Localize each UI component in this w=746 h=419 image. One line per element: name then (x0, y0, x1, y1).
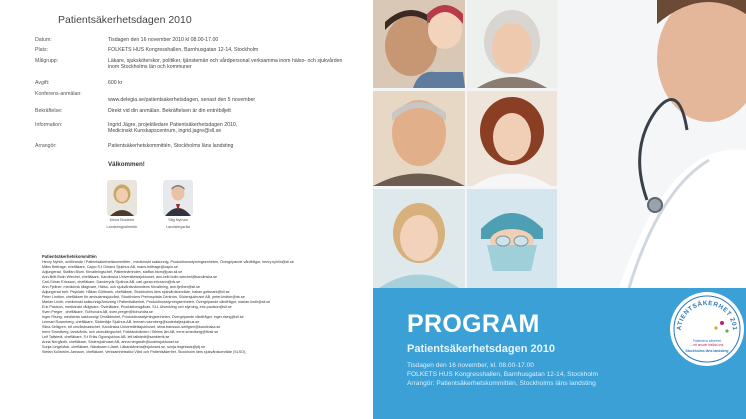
info-value: 600 kr (108, 79, 123, 86)
logo-line-3: Stockholms läns landsting (685, 349, 729, 353)
list-item: Leif Tallstedt, chefläkare, S:t Eriks Ögonsjukhus AB, leif.tallstedt@sankterik.se (42, 335, 170, 339)
list-item: Inger Rising, medicinsk sakkunnig/ Områdeshet, Produktionsstyrningsenheten, Övergripande vårdfrågor, inger.rising@sll.se (42, 315, 244, 319)
info-value: FOLKETS HUS Kongresshallen, Barnhusgatan 12-14, Stockholm (108, 47, 259, 54)
family-photo-image (373, 0, 465, 88)
right-page (373, 0, 746, 419)
list-item: Ann Fjellner, medicinsk rådgivare, Hälso- och sjukvårdsnämndens förvaltning, ann.fjellner@sll.se (42, 285, 201, 289)
nurse-photo-image (373, 189, 465, 288)
doctor-photo-image (559, 0, 746, 288)
list-item: Eric Paulson, medicinskt rådgivare, Överläkare, Produktionsgåvan, SLL Utveckling och styrning, eric.paulson@sll.se (42, 305, 232, 309)
elderly-man-photo-image (373, 91, 465, 186)
page-title: Patientsäkerhetsdagen 2010 (58, 14, 192, 26)
list-item: Lennart Rosenberg, chefläkare, Södertälje Sjukhus AB, lennart.rosenberg@sodertaljesjukhus.se (42, 320, 200, 324)
photo-nurse (373, 189, 465, 288)
info-label: Målgrupp: (35, 57, 59, 64)
info-label: Arrangör: (35, 142, 57, 149)
program-banner (373, 288, 746, 419)
info-label: Plats: (35, 47, 48, 54)
info-row-date (35, 37, 355, 43)
portrait-photo-image (107, 180, 137, 216)
patientsakerhet-logo (669, 291, 745, 367)
list-item: Henry Nyhlin, ordförande i Patientsäkerhetskommittén , medicinskt sakkunnig, Produktionsstyrningsenheten, Övergripande vårdfrågor, henry.nyhlin@sll.se (42, 260, 294, 264)
info-label: Avgift: (35, 79, 50, 86)
photo-woman-smiling (467, 91, 557, 186)
program-title: PROGRAM (407, 310, 540, 338)
list-item: Peter Lindton, chefläkare för ambulanssjukvård, Stockholms Prehospitala Centrum, Södersjukhuset AB, peter.lindton@ds.se (42, 295, 245, 299)
list-item: Carl-Göran Ericsson, chefläkare, Danderyds Sjukhus AB, carl-goran.ericsson@ds.se (42, 280, 181, 284)
info-label: Bekräftelse: (35, 108, 63, 115)
info-row-confirmation (35, 108, 355, 114)
surgeon-photo-image (467, 189, 557, 288)
portrait-photo (163, 180, 193, 216)
committee-heading: Patientsäkerhetskommittén (42, 254, 97, 259)
info-value: Tisdagen den 16 november 2010 kl 08.00-17.00 (108, 37, 219, 43)
event-info-table (35, 37, 355, 153)
list-item: Marian Lindh, medicinskt sakkunnig/Ansvarig i Patientsäkerhet, Produktionsstyrningsenheten, Övergripande vårdfrågor, marian.lindh@sll.se (42, 300, 271, 304)
logo-badge-icon (669, 291, 745, 367)
photo-family (373, 0, 465, 88)
committee-list (42, 254, 352, 355)
logo-line-2: – ett ansvar mellan oss (690, 343, 724, 347)
portrait-photo-image (163, 180, 193, 216)
info-label: Information: (35, 121, 63, 128)
person-card-mona (92, 180, 152, 229)
list-item: Ann-Britt Bolin Wiechel, chefläkare, Karolinska Universitetssjukhuset, ann-britt.bolin-wiechel@karolinska.se (42, 275, 218, 279)
info-value: Läkare, sjuksköterskor, politiker, tjänstemän och vårdpersonal verksamma inom hälso- och sjukvården inom Stockholms län och kommuner (108, 57, 343, 71)
list-item: Irene Smedberg, tandvårds- och utvecklingschef, Folktandvården i Sthlms län AB, irene.smedberg@ftvsll.se (42, 330, 219, 334)
person-role: Landstingsdirektör (106, 224, 138, 229)
info-row-information (35, 122, 355, 135)
logo-arc-text: ATIENTSÄKERHET 201 (675, 299, 739, 331)
info-value: Direkt vid din anmälan. Bekräftelsen är din entrébiljett (108, 108, 231, 115)
person-name: Mona Boström (109, 218, 135, 222)
list-item: Stina Selligren, stf omvårdnadschef, Karolinska Universitetssjukhuset, stina.fransson-selligren@karolinska.se (42, 325, 221, 329)
info-label: Datum: (35, 37, 52, 43)
person-name: Stig Nyman (168, 218, 188, 222)
info-value: Ingrid Jägre, projektledare Patientsäkerhetsdagen 2010, Medicinskt Kunskapscentrum, ingrid.jagre@sll.se (108, 121, 238, 135)
photo-elderly-woman (467, 0, 557, 88)
photo-surgeon (467, 189, 557, 288)
photo-doctor (559, 0, 746, 288)
info-label: Konferens-anmälan: (35, 91, 82, 98)
list-item: Anna Nergårdh, chefläkare, Södersjukhuset AB, anna.nergardh@sodersjukhuset.se (42, 340, 179, 344)
portrait-photo (107, 180, 137, 216)
list-item: Sonja Lingebäck, chefläkare, Närakuten Löwet, Läkarstämma@sjukvard.se, sonja.lingeback@ptj.se (42, 345, 206, 349)
person-role: Landstingsråd (166, 224, 190, 229)
elderly-woman-photo-image (467, 0, 557, 88)
event-place-line: FOLKETS HUS Kongresshallen, Barnhusgatan 12-14, Stockholm (407, 371, 598, 378)
info-row-registration (35, 91, 355, 103)
event-date-line: Tisdagen den 16 november, kl. 08.00-17.00 (407, 362, 534, 369)
photo-elderly-man (373, 91, 465, 186)
info-row-place (35, 47, 355, 53)
event-title: Patientsäkerhetsdagen 2010 (407, 343, 555, 355)
list-item: Stefan Kullström-Jansson, chefläkare, Verksamhetsstöd Vård och Patientsäkerhet, Stockholm läns sjukvårdsområde (SLSO), (42, 350, 247, 354)
list-item: Adjungerad beh: Psykiatri: Håkan Göttmark, chefläkare, Stockholms läns sjukvårdsområde, hakan.gottmark@sll.se (42, 290, 230, 294)
person-card-stig (148, 180, 208, 229)
info-value[interactable]: www.delegia.se/patientsakerhetsdagen, senast den 5 november (108, 97, 256, 104)
woman-photo-image (467, 91, 557, 186)
logo-line-1: Patientens säkerhet (692, 339, 722, 343)
info-row-audience (35, 58, 355, 71)
welcome-text: Välkommen! (108, 161, 145, 168)
list-item: Måns Belfrage, chefläkare, Capio S:t Görans Sjukhus AB, mans.belfrage@capio.se (42, 265, 178, 269)
info-row-organizer (35, 143, 355, 149)
photo-collage (373, 0, 746, 288)
list-item: Adjungerad, Staffan Blom, förvaltningschef, Patientnämnden, staffan.blom@pan.sll.se (42, 270, 183, 274)
list-item: Sven Preger , chefläkare, TioHundra AB, sven.preger@tiohundra.se (42, 310, 153, 314)
event-organizer-line: Arrangör: Patientsäkerhetskommittén, Stockholms läns landsting (407, 380, 596, 387)
info-row-fee (35, 80, 355, 86)
info-value: Patientsäkerhetskommittén, Stockholms läns landsting (108, 142, 234, 149)
